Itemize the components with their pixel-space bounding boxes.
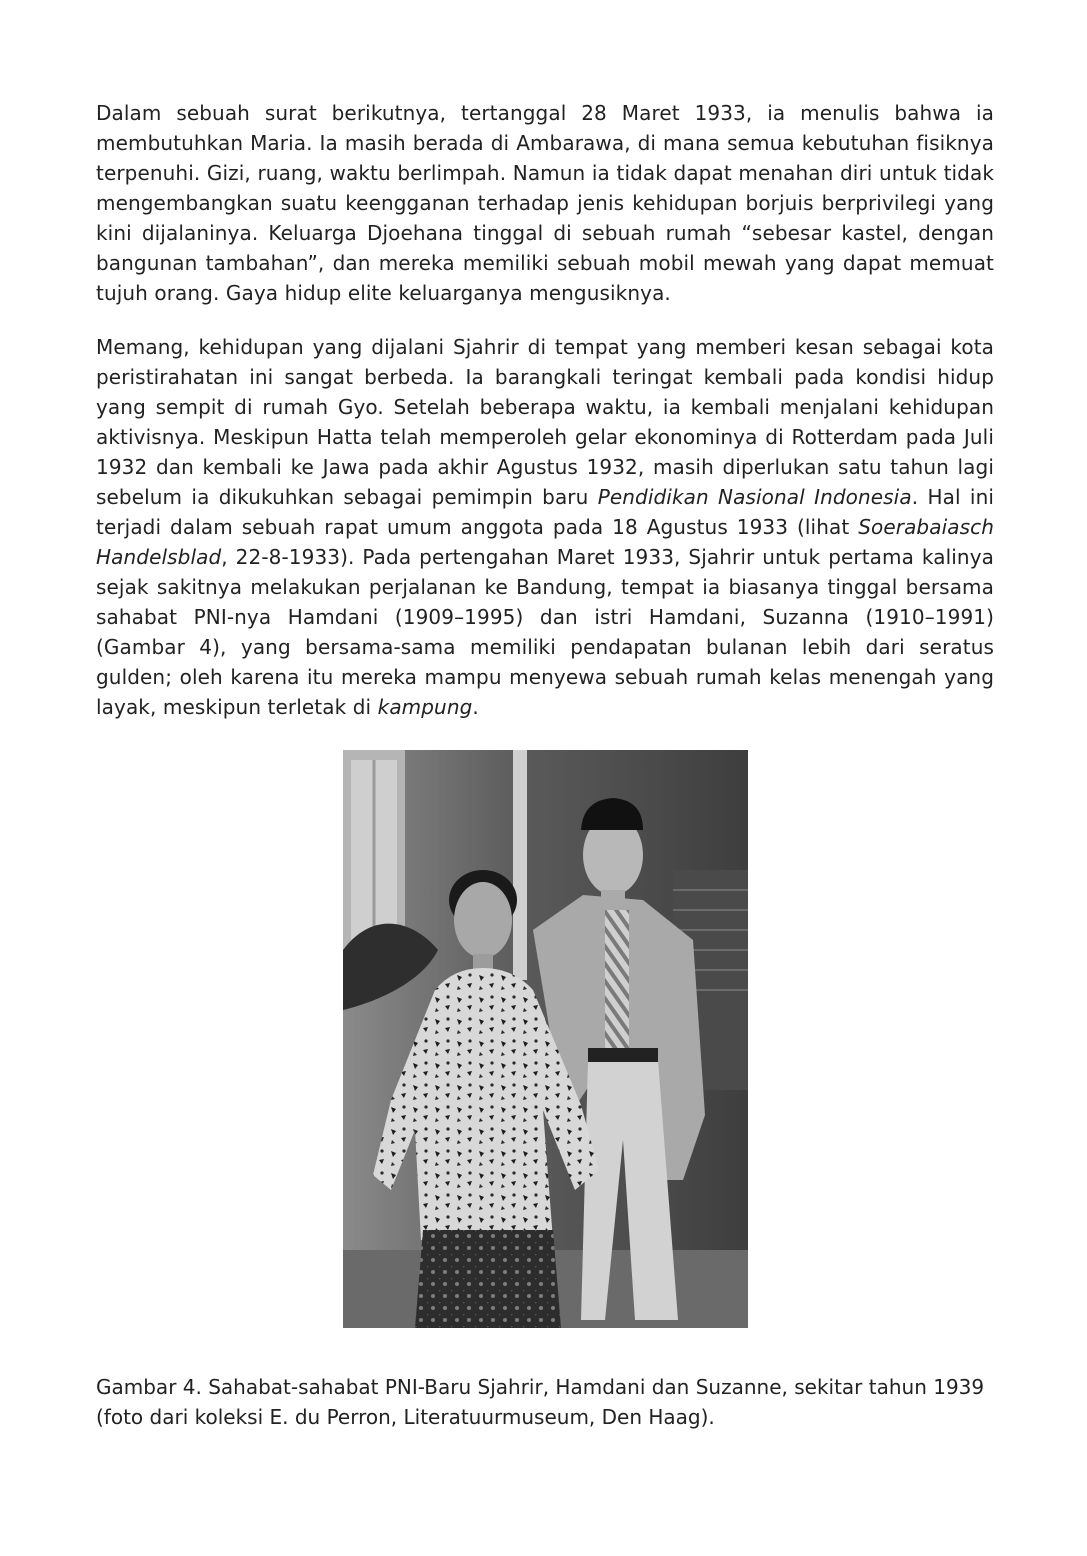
paragraph-2-text-2: . Hal ini terjadi dalam sebuah rapat umum anggota pada 18 Agustus 1933 (lihat xyxy=(96,485,994,539)
paragraph-2-italic-2: Soerabaiasch Handelsblad xyxy=(96,515,994,569)
document-body xyxy=(96,98,994,746)
photo-woman-batik-skirt xyxy=(415,1230,561,1328)
paragraph-2-text-3: , 22-8-1933). Pada pertengahan Maret 1933, Sjahrir untuk pertama kalinya sejak sakitnya melakukan perjalanan ke Bandung, tempat ia biasanya tinggal bersama sahabat PNI-nya Hamdani (1909–1995) dan istri Hamdani, Suzanna (1910–1991) (Gambar 4), yang bersama-sama memiliki pendapatan bulanan lebih dari seratus gulden; oleh karena itu mereka mampu menyewa sebuah rumah kelas menengah yang layak, meskipun terletak di xyxy=(96,545,994,719)
photo-man-tie xyxy=(605,910,629,1050)
figure-caption: Gambar 4. Sahabat-sahabat PNI-Baru Sjahrir, Hamdani dan Suzanne, sekitar tahun 1939 (foto dari koleksi E. du Perron, Literatuurmuseum, Den Haag). xyxy=(96,1375,985,1429)
photo-woman-face xyxy=(454,882,512,958)
paragraph-1: Dalam sebuah surat berikutnya, tertanggal 28 Maret 1933, ia menulis bahwa ia membutuhkan Maria. Ia masih berada di Ambarawa, di mana semua kebutuhan fisiknya terpenuhi. Gizi, ruang, waktu berlimpah. Namun ia tidak dapat menahan diri untuk tidak mengembangkan suatu keengganan terhadap jenis kehidupan borjuis berprivilegi yang kini dijalaninya. Keluarga Djoehana tinggal di sebuah rumah “sebesar kastel, dengan bangunan tambahan”, dan mereka memiliki sebuah mobil mewah yang dapat memuat tujuh orang. Gaya hidup elite keluarganya mengusiknya. xyxy=(96,101,994,305)
photo-door-post xyxy=(513,750,527,980)
paragraph-2 xyxy=(96,332,994,722)
paragraph-2-italic-3: kampung xyxy=(377,695,473,719)
historical-photo xyxy=(343,750,748,1328)
paragraph-2-text-4: . xyxy=(472,695,479,719)
paragraph-2-text-1: Memang, kehidupan yang dijalani Sjahrir di tempat yang memberi kesan sebagai kota peristirahatan ini sangat berbeda. Ia barangkali teringat kembali pada kondisi hidup yang sempit di rumah Gyo. Setelah beberapa waktu, ia kembali menjalani kehidupan aktivisnya. Meskipun Hatta telah memperoleh gelar ekonominya di Rotterdam pada Juli 1932 dan kembali ke Jawa pada akhir Agustus 1932, masih diperlukan satu tahun lagi sebelum ia dikukuhkan sebagai pemimpin baru xyxy=(96,335,994,509)
paragraph-2-italic-1: Pendidikan Nasional Indonesia xyxy=(597,485,912,509)
